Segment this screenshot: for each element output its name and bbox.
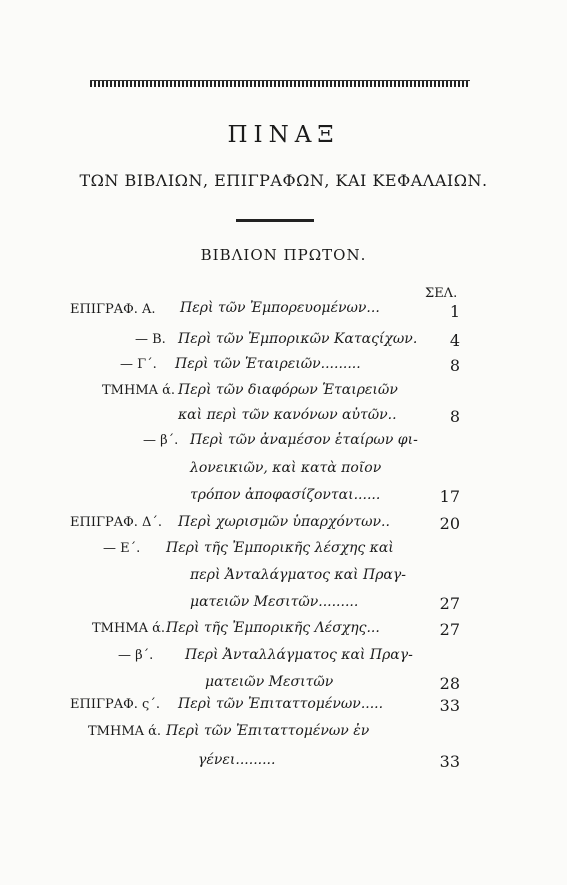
entry-page: 20: [439, 514, 460, 533]
entry-text: Περὶ τῶν Ἐμπορευομένων...: [180, 300, 380, 316]
entry-label: ΤΜΗΜΑ ά.: [102, 383, 176, 398]
entry-label: — Ε΄.: [103, 541, 141, 556]
entry-text: ματειῶν Μεσιτῶν.........: [190, 594, 359, 610]
page-subtitle: ΤΩΝ ΒΙΒΛΙΩΝ, ΕΠΙΓΡΑΦΩΝ, ΚΑΙ ΚΕΦΑΛΑΙΩΝ.: [79, 171, 488, 190]
entry-label: — Β.: [135, 332, 166, 347]
page-title: ΠΙΝΑΞ: [227, 122, 340, 148]
entry-text: Περὶ Ἀνταλλάγματος καὶ Πραγ-: [185, 647, 413, 663]
entry-page: 27: [439, 594, 460, 613]
entry-label: ΤΜΗΜΑ ά.: [92, 621, 166, 636]
entry-label: ΕΠΙΓΡΑΦ. Δ΄.: [70, 515, 163, 530]
entry-page: 8: [449, 356, 460, 375]
entry-page: 17: [439, 487, 460, 506]
entry-page: 28: [439, 674, 460, 693]
entry-text: γένει.........: [198, 752, 276, 768]
divider-rule: [236, 219, 314, 222]
entry-text: Περὶ τῶν ἀναμέσον ἑταίρων φι-: [190, 432, 418, 448]
entry-text: τρόπον ἀποφασίζονται......: [190, 487, 381, 503]
entry-label: — β΄.: [143, 433, 179, 448]
entry-text: Περὶ τῆς Ἐμπορικῆς Λέσχης...: [166, 620, 380, 636]
entry-label: ΤΜΗΜΑ ά.: [88, 724, 162, 739]
page-column-header: ΣΕΛ.: [425, 286, 458, 301]
entry-text: Περὶ τῶν Ἐπιταττομένων.....: [178, 696, 384, 712]
top-ornament-rule: [90, 80, 470, 87]
entry-label: — β΄.: [118, 648, 154, 663]
entry-page: 33: [439, 696, 460, 715]
entry-text: Περὶ τῶν Ἐμπορικῶν Καταςίχων.: [178, 331, 418, 347]
entry-text: Περὶ τῆς Ἐμπορικῆς λέσχης καὶ: [166, 540, 394, 556]
entry-page: 27: [439, 620, 460, 639]
entry-text: περὶ Ἀνταλάγματος καὶ Πραγ-: [190, 567, 406, 583]
entry-text: Περὶ τῶν διαφόρων Ἑταιρειῶν: [178, 382, 398, 398]
entry-text: Περὶ τῶν Ἐπιταττομένων ἐν: [166, 723, 370, 739]
entry-label: — Γ΄.: [120, 357, 157, 372]
entry-label: ΕΠΙΓΡΑΦ. ς΄.: [70, 697, 160, 712]
entry-text: Περὶ χωρισμῶν ὑπαρχόντων..: [178, 514, 390, 530]
entry-label: ΕΠΙΓΡΑΦ. Α.: [70, 302, 156, 317]
entry-text: Περὶ τῶν Ἑταιρειῶν.........: [175, 356, 361, 372]
entry-text: καὶ περὶ τῶν κανόνων αὐτῶν..: [178, 407, 397, 423]
entry-text: ματειῶν Μεσιτῶν: [205, 674, 334, 690]
entry-text: λονεικιῶν, καὶ κατὰ ποῖον: [190, 460, 382, 476]
entry-page: 33: [439, 752, 460, 771]
entry-page: 4: [449, 331, 460, 350]
entry-page: 8: [449, 407, 460, 426]
entry-page: 1: [449, 302, 460, 321]
book-heading: ΒΙΒΛΙΟΝ ΠΡΩΤΟΝ.: [200, 246, 367, 264]
